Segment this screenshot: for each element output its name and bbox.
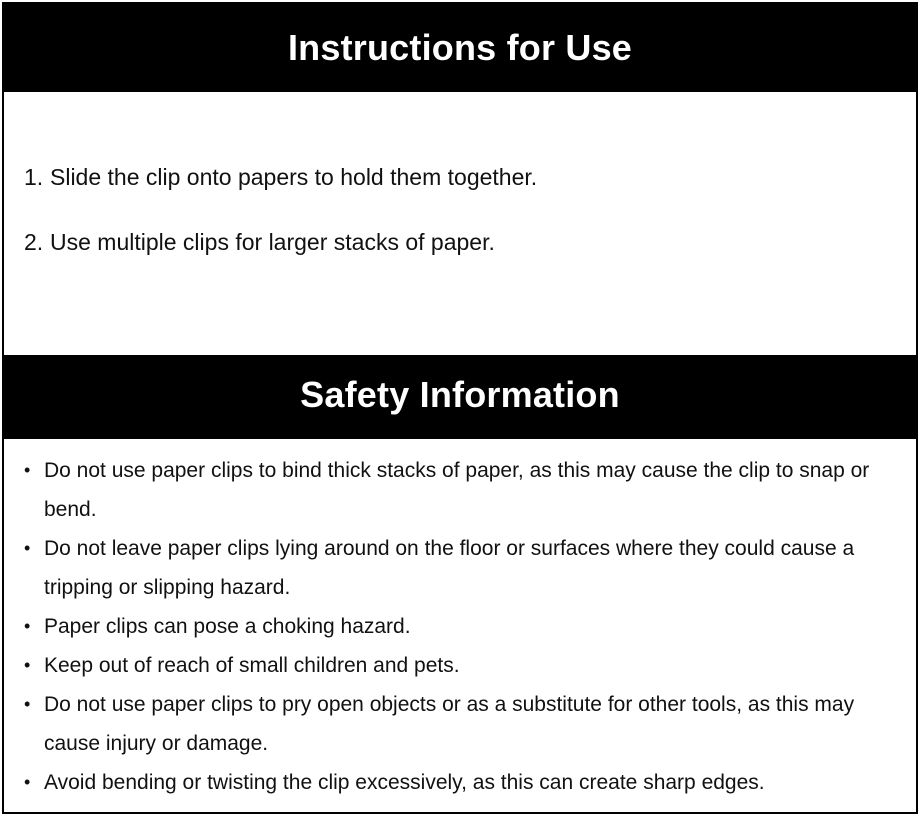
step-number: 2. — [24, 229, 44, 255]
instruction-step — [24, 228, 896, 256]
safety-item — [24, 685, 898, 763]
bullet-icon: • — [24, 460, 31, 480]
step-text: Use multiple clips for larger stacks of paper. — [50, 229, 495, 255]
safety-item-text: Do not use paper clips to pry open objects or as a substitute for other tools, as this may cause injury or damage. — [44, 693, 855, 755]
safety-section — [4, 439, 916, 802]
step-text: Slide the clip onto papers to hold them together. — [50, 164, 538, 190]
instructions-title: Instructions for Use — [287, 27, 633, 68]
safety-item — [24, 451, 898, 529]
safety-item-text: Avoid bending or twisting the clip excessively, as this can create sharp edges. — [44, 771, 765, 794]
safety-title: Safety Information — [300, 374, 620, 415]
instruction-step — [24, 163, 896, 191]
safety-item-text: Do not leave paper clips lying around on the floor or surfaces where they could cause a tripping or slipping hazard. — [44, 537, 855, 599]
safety-list — [24, 451, 898, 802]
bullet-icon: • — [24, 694, 31, 714]
safety-item — [24, 529, 898, 607]
bullet-icon: • — [24, 772, 31, 792]
instructions-section — [4, 92, 916, 355]
safety-item-text: Keep out of reach of small children and pets. — [44, 654, 460, 677]
instruction-sheet — [2, 2, 918, 814]
bullet-icon: • — [24, 616, 31, 636]
instructions-header — [4, 4, 916, 92]
instructions-list — [24, 163, 896, 256]
safety-header — [4, 355, 916, 439]
safety-item — [24, 607, 898, 646]
safety-item-text: Do not use paper clips to bind thick stacks of paper, as this may cause the clip to snap or bend. — [44, 459, 870, 521]
step-number: 1. — [24, 164, 44, 190]
safety-item-text: Paper clips can pose a choking hazard. — [44, 615, 411, 638]
safety-item — [24, 646, 898, 685]
bullet-icon: • — [24, 655, 31, 675]
safety-item — [24, 763, 898, 802]
bullet-icon: • — [24, 538, 31, 558]
